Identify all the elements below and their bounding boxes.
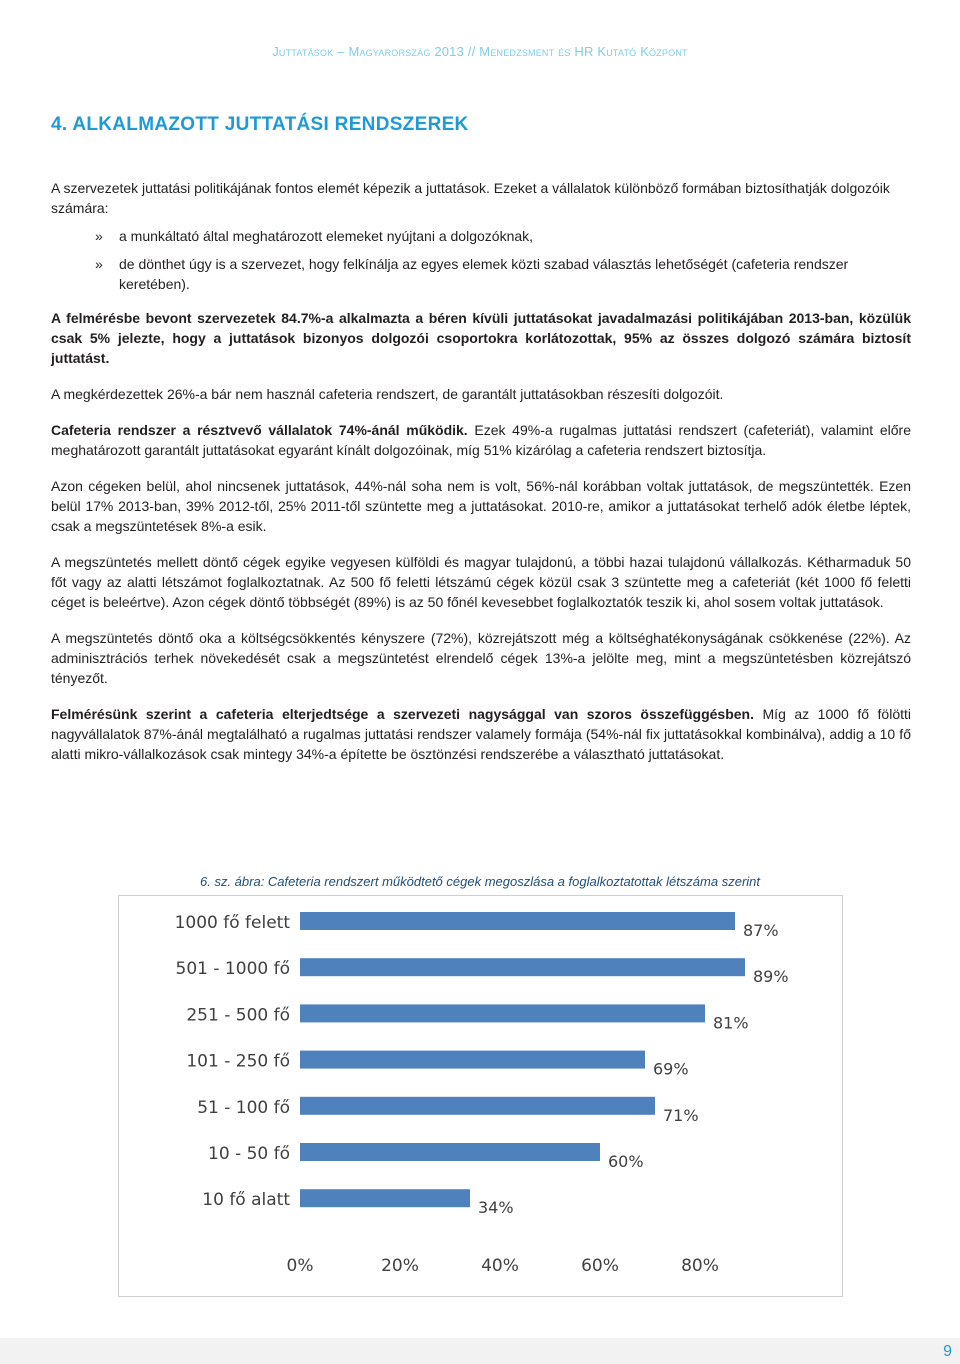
- bullet-marker: »: [95, 256, 103, 272]
- data-label: 87%: [743, 921, 779, 940]
- bar-chart: [118, 895, 843, 1297]
- paragraph-guaranteed-benefits: A megkérdezettek 26%-a bár nem használ cafeteria rendszert, de garantált juttatásokban részesíti dolgozóit.: [51, 386, 724, 402]
- paragraph-survey-summary: [51, 308, 911, 368]
- x-tick-label: 60%: [581, 1256, 619, 1276]
- bar: [300, 1189, 470, 1207]
- list-item-text: de dönthet úgy is a szervezet, hogy felkínálja az egyes elemek közti szabad választás lehetőségét (cafeteria rendszer keretében).: [119, 256, 849, 292]
- paragraph-text: Míg az 1000 fő fölötti nagyvállalatok 87%-ánál megtalálható a rugalmas juttatási rendszer valamely formája (54%-nál fix juttatásokkal kombinálva), addig a 10 fő alatti mikro-vállalkozások csak mintegy 34%-a építette be ösztönzési rendszerébe a választható juttatásokat.: [51, 706, 911, 762]
- data-label: 89%: [753, 967, 789, 987]
- figure-caption: 6. sz. ábra: Cafeteria rendszert működtető cégek megoszlása a foglalkoztatottak létszáma szerint: [200, 874, 760, 889]
- intro-paragraph: A szervezetek juttatási politikájának fontos elemét képezik a juttatások. Ezeket a vállalatok különböző formában biztosíthatják dolgozóik számára:: [51, 180, 890, 216]
- paragraph-text: Ezek 49%-a rugalmas juttatási rendszert (cafeteriát), valamint előre meghatározott garantált juttatásokat egyaránt kínált dolgozóinak, míg 51% kizárólag a cafeteria rendszert biztosítja.: [51, 422, 911, 458]
- bar: [300, 958, 745, 976]
- x-tick-label: 20%: [381, 1256, 419, 1276]
- data-label: 69%: [653, 1059, 689, 1079]
- bar: [300, 912, 735, 930]
- paragraph-cafeteria: [51, 420, 911, 460]
- section-title: 4. ALKALMAZOTT JUTTATÁSI RENDSZEREK: [51, 114, 469, 135]
- bold-text: A felmérésbe bevont szervezetek 84.7%-a alkalmazta a béren kívüli juttatásokat javadalmazási politikájában 2013-ban, közülük csak 5% jelezte, hogy a juttatások bizonyos dolgozói csoportokra korlátozottak, 95% az összes dolgozó számára biztosít juttatást.: [51, 310, 911, 366]
- category-label: 51 - 100 fő: [197, 1097, 290, 1118]
- x-tick-label: 40%: [481, 1256, 519, 1276]
- data-label: 81%: [713, 1013, 749, 1033]
- bar: [300, 1097, 655, 1115]
- bar: [300, 1051, 645, 1069]
- bar: [300, 1143, 600, 1161]
- footer-bar: [0, 1338, 960, 1364]
- body-text: [51, 178, 911, 764]
- x-tick-label: 0%: [286, 1256, 314, 1276]
- list-item-text: a munkáltató által meghatározott elemeket nyújtani a dolgozóknak,: [119, 228, 534, 244]
- page-number: 9: [943, 1343, 952, 1360]
- data-label: 60%: [608, 1152, 644, 1171]
- bullet-list: [51, 226, 911, 294]
- category-label: 10 - 50 fő: [208, 1144, 290, 1164]
- category-label: 501 - 1000 fő: [175, 959, 290, 980]
- paragraph-reasons: A megszüntetés döntő oka a költségcsökkentés kényszere (72%), közrejátszott még a költséghatékonyságának csökkenése (22%). Az adminisztrációs terhek növekedését csak a megszüntetést elrendelő cégek 13%-a jelölte meg, mint a megszüntetésben közrejátszó tényezőt.: [51, 630, 911, 686]
- bold-text: Cafeteria rendszer a résztvevő vállalatok 74%-ánál működik.: [51, 422, 468, 438]
- category-label: 251 - 500 fő: [186, 1005, 290, 1026]
- category-label: 1000 fő felett: [174, 913, 290, 933]
- category-label: 101 - 250 fő: [186, 1051, 290, 1072]
- data-label: 34%: [478, 1198, 514, 1218]
- paragraph-no-benefits: Azon cégeken belül, ahol nincsenek juttatások, 44%-nál soha nem is volt, 56%-nál korábban voltak juttatások, de megszüntették. Ezen belül 17% 2013-ban, 39% 2012-től, 25% 2011-től szüntette meg a juttatásokat. 2010-re, amikor a juttatásokat terhelő adók életbe léptek, csak a megszüntetések 8%-a esik.: [51, 478, 911, 534]
- category-label: 10 fő alatt: [202, 1190, 290, 1211]
- list-item: [51, 254, 911, 294]
- running-header: Juttatások – Magyarország 2013 // Menedzsment és HR Kutató Központ: [272, 44, 688, 59]
- bar-chart-svg: [119, 896, 842, 1296]
- x-tick-label: 80%: [681, 1256, 719, 1276]
- bold-text: Felmérésünk szerint a cafeteria elterjedtsége a szervezeti nagysággal van szoros összefüggésben.: [51, 706, 754, 722]
- data-label: 71%: [663, 1105, 699, 1125]
- bullet-marker: »: [95, 228, 103, 244]
- paragraph-company-size: [51, 704, 911, 764]
- bar: [300, 1004, 705, 1022]
- paragraph-ownership: A megszüntetés mellett döntő cégek egyike vegyesen külföldi és magyar tulajdonú, a többi hazai tulajdonú vállalkozás. Kétharmaduk 50 főt vagy az alatti létszámot foglalkoztatnak. Az 500 fő feletti létszámú cégek közül csak 3 szüntette meg a cafeteriát (két 1000 fő feletti céget is beleértve). Azon cégek döntő többségét (89%) is az 50 főnél kevesebbet foglalkoztatók teszik ki, ahol sosem voltak juttatások.: [51, 554, 911, 610]
- list-item: [51, 226, 911, 246]
